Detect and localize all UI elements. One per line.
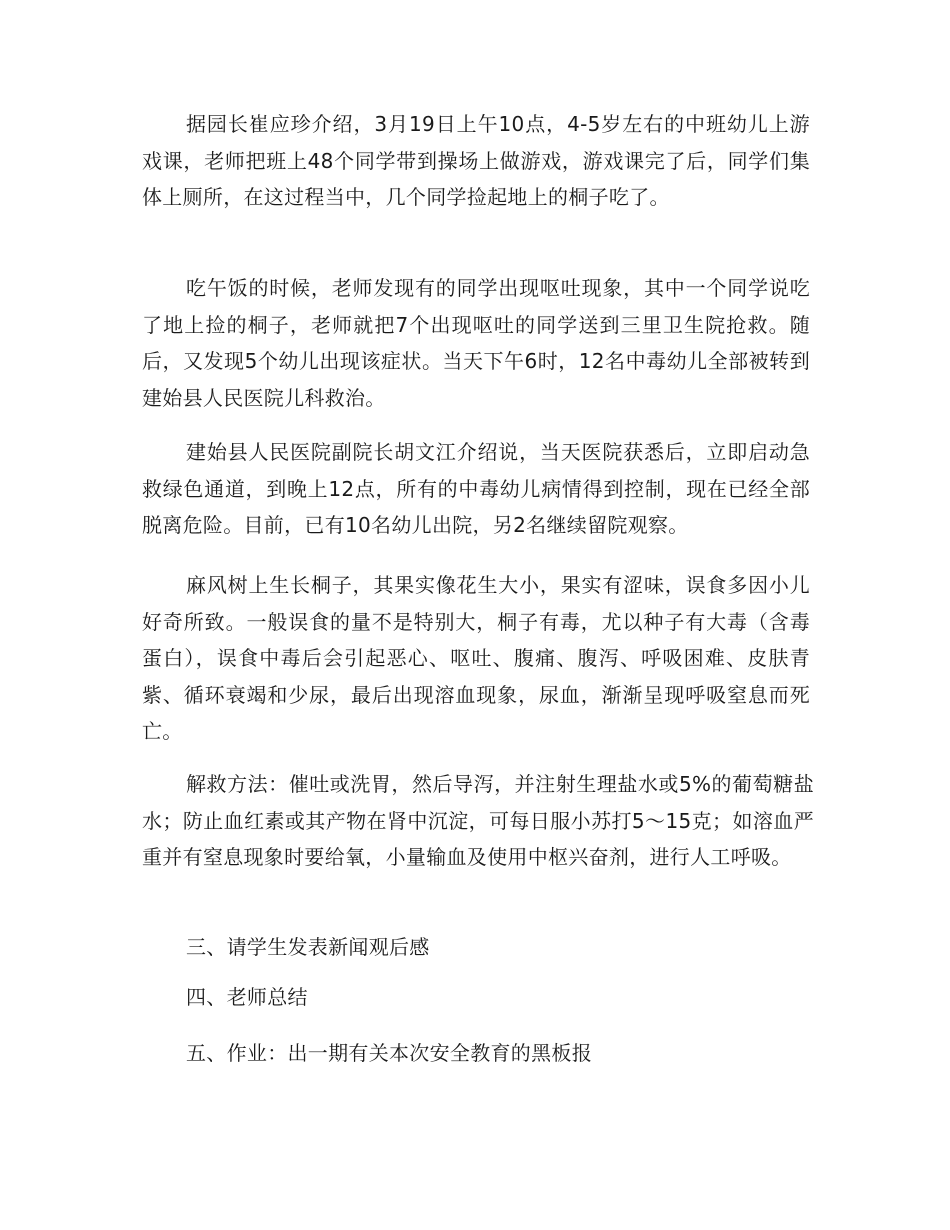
section-homework: 五、作业：出一期有关本次安全教育的黑板报 xyxy=(186,1041,592,1065)
paragraph-tung-seed-toxicity: 麻风树上生长桐子，其果实像花生大小，果实有涩味，误食多因小儿好奇所致。一般误食的量不是特别大，桐子有毒，尤以种子有大毒（含毒蛋白），误食中毒后会引起恶心、呕吐、腹痛、腹泻、呼吸困难、皮肤青紫、循环衰竭和少尿，最后出现溶血现象，尿血，渐渐呈现呼吸窒息而死亡。 xyxy=(142,573,810,744)
section-teacher-summary: 四、老师总结 xyxy=(186,985,308,1009)
paragraph-lunch-vomiting: 吃午饭的时候，老师发现有的同学出现呕吐现象，其中一个同学说吃了地上捡的桐子，老师就把7个出现呕吐的同学送到三里卫生院抢救。随后，又发现5个幼儿出现该症状。当天下午6时，12名中毒幼儿全部被转到建始县人民医院儿科救治。 xyxy=(142,276,810,410)
paragraph-kindergarten-incident: 据园长崔应珍介绍，3月19日上午10点，4-5岁左右的中班幼儿上游戏课，老师把班上48个同学带到操场上做游戏，游戏课完了后，同学们集体上厕所，在这过程当中，几个同学捡起地上的桐子吃了。 xyxy=(142,112,810,210)
section-student-reflection: 三、请学生发表新闻观后感 xyxy=(186,935,430,959)
paragraph-first-aid-method: 解救方法：催吐或洗胃，然后导泻，并注射生理盐水或5%的葡萄糖盐水；防止血红素或其产物在肾中沉淀，可每日服小苏打5～15克；如溶血严重并有窒息现象时要给氧，小量输血及使用中枢兴奋剂，进行人工呼吸。 xyxy=(142,772,814,870)
paragraph-hospital-treatment: 建始县人民医院副院长胡文江介绍说，当天医院获悉后，立即启动急救绿色通道，到晚上12点，所有的中毒幼儿病情得到控制，现在已经全部脱离危险。目前，已有10名幼儿出院，另2名继续留院观察。 xyxy=(142,440,810,538)
